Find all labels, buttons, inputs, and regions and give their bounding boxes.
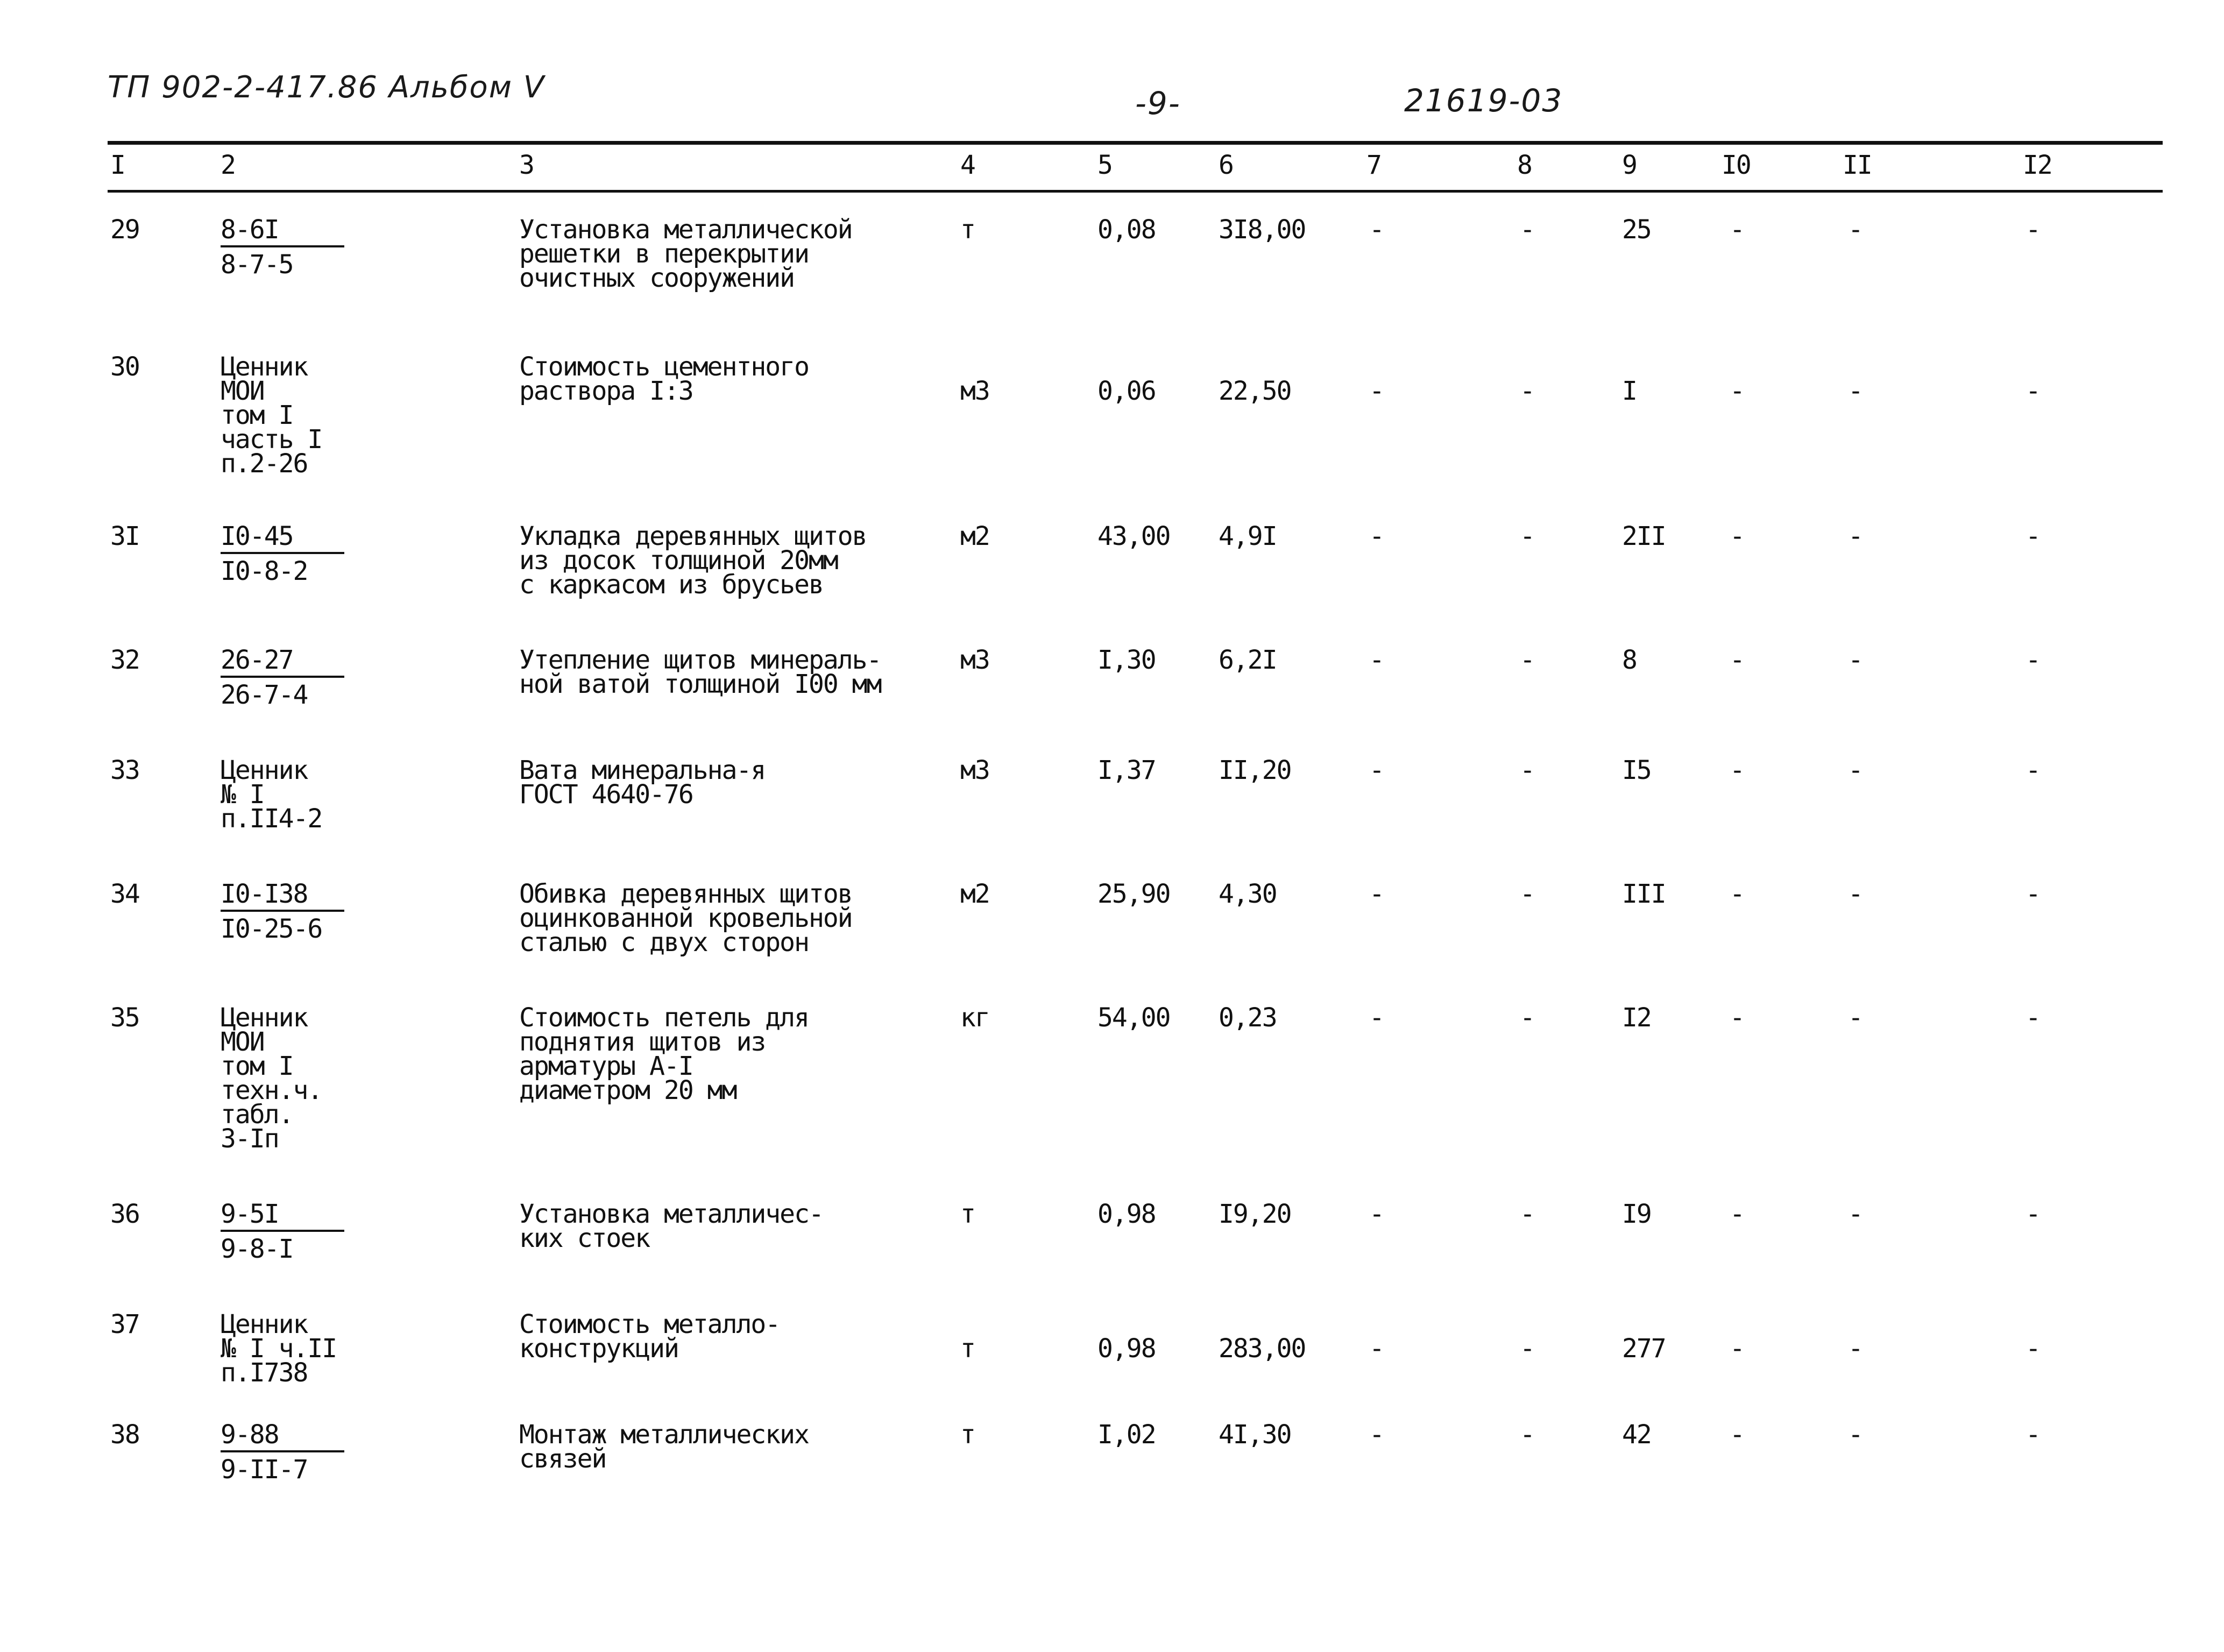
price-list-reference: Ценник МОИ том I техн.ч. табл. 3-Iп	[221, 1003, 322, 1154]
col7-value: -	[1369, 215, 1384, 245]
unit: м3	[960, 755, 989, 785]
unit-price: II,20	[1219, 755, 1291, 785]
work-description: Монтаж металлических связей	[519, 1420, 809, 1474]
col8-value: -	[1520, 1334, 1534, 1364]
norm-code-numerator: 26-27	[221, 648, 344, 678]
row-number: 30	[110, 352, 139, 382]
unit: т	[960, 215, 975, 245]
col10-value: -	[1730, 1420, 1744, 1450]
quantity: 43,00	[1097, 521, 1170, 551]
row-number: 35	[110, 1003, 139, 1033]
col7-value: -	[1369, 1003, 1384, 1033]
total-cost: 277	[1622, 1334, 1666, 1364]
row-number: 32	[110, 645, 139, 675]
unit: м2	[960, 879, 989, 909]
unit-price: 4,30	[1219, 879, 1277, 909]
unit: кг	[960, 1003, 989, 1033]
unit-price: 3I8,00	[1219, 215, 1306, 245]
column-header-8: 8	[1517, 150, 1532, 180]
work-description: Укладка деревянных щитов из досок толщиной 20мм с каркасом из брусьев	[519, 521, 867, 600]
row-number: 38	[110, 1420, 139, 1450]
col7-value: -	[1369, 1420, 1384, 1450]
work-description: Обивка деревянных щитов оцинкованной кровельной сталью с двух сторон	[519, 879, 852, 958]
total-cost: I5	[1622, 755, 1651, 785]
column-header-7: 7	[1366, 150, 1381, 180]
row-number: 34	[110, 879, 139, 909]
work-description: Стоимость металло- конструкций	[519, 1309, 780, 1364]
work-description: Стоимость петель для поднятия щитов из арматуры А-I диаметром 20 мм	[519, 1003, 809, 1105]
row-number: 3I	[110, 521, 139, 551]
norm-code	[221, 879, 344, 944]
work-description: Установка металличес- ких стоек	[519, 1199, 823, 1253]
unit-price: 0,23	[1219, 1003, 1277, 1033]
total-cost: I	[1622, 376, 1637, 406]
row-number: 29	[110, 215, 139, 245]
document-number: 21619-03	[1404, 82, 1563, 119]
col12-value: -	[2025, 1199, 2040, 1229]
col8-value: -	[1520, 215, 1534, 245]
unit-price: 22,50	[1219, 376, 1291, 406]
work-description: Стоимость цементного раствора I:3	[519, 352, 809, 406]
norm-code-numerator: I0-45	[221, 524, 344, 554]
col10-value: -	[1730, 755, 1744, 785]
col12-value: -	[2025, 1003, 2040, 1033]
col7-value: -	[1369, 645, 1384, 675]
total-cost: 2II	[1622, 521, 1666, 551]
unit-price: I9,20	[1219, 1199, 1291, 1229]
total-cost: I2	[1622, 1003, 1651, 1033]
total-cost: III	[1622, 879, 1666, 909]
col7-value: -	[1369, 521, 1384, 551]
total-cost: 25	[1622, 215, 1651, 245]
unit: м3	[960, 645, 989, 675]
col11-value: -	[1848, 645, 1862, 675]
col8-value: -	[1520, 1420, 1534, 1450]
col10-value: -	[1730, 645, 1744, 675]
col11-value: -	[1848, 215, 1862, 245]
col7-value: -	[1369, 376, 1384, 406]
quantity: 54,00	[1097, 1003, 1170, 1033]
price-list-reference: Ценник № I ч.II п.I738	[221, 1309, 337, 1388]
unit: т	[960, 1199, 975, 1229]
col7-value: -	[1369, 1199, 1384, 1229]
col11-value: -	[1848, 1334, 1862, 1364]
price-list-reference: Ценник МОИ том I часть I п.2-26	[221, 352, 322, 479]
norm-code-numerator: 8-6I	[221, 218, 344, 247]
col12-value: -	[2025, 376, 2040, 406]
unit-price: 283,00	[1219, 1334, 1306, 1364]
column-header-6: 6	[1219, 150, 1233, 180]
norm-code-denominator: I0-25-6	[221, 914, 322, 944]
col11-value: -	[1848, 755, 1862, 785]
quantity: 0,08	[1097, 215, 1156, 245]
total-cost: 42	[1622, 1420, 1651, 1450]
table-top-rule	[108, 141, 2163, 145]
column-header-4: 4	[960, 150, 975, 180]
col10-value: -	[1730, 879, 1744, 909]
col8-value: -	[1520, 521, 1534, 551]
quantity: 25,90	[1097, 879, 1170, 909]
col11-value: -	[1848, 521, 1862, 551]
total-cost: 8	[1622, 645, 1637, 675]
norm-code-denominator: 9-8-I	[221, 1234, 293, 1264]
quantity: I,30	[1097, 645, 1156, 675]
column-header-2: 2	[221, 150, 235, 180]
row-number: 33	[110, 755, 139, 785]
col11-value: -	[1848, 1003, 1862, 1033]
unit-price: 4I,30	[1219, 1420, 1291, 1450]
row-number: 37	[110, 1309, 139, 1339]
column-header-10: I0	[1722, 150, 1751, 180]
col11-value: -	[1848, 879, 1862, 909]
work-description: Утепление щитов минераль- ной ватой толщиной I00 мм	[519, 645, 881, 699]
col11-value: -	[1848, 1199, 1862, 1229]
norm-code	[221, 1199, 344, 1264]
col7-value: -	[1369, 879, 1384, 909]
norm-code-denominator: I0-8-2	[221, 556, 308, 586]
quantity: 0,06	[1097, 376, 1156, 406]
col8-value: -	[1520, 755, 1534, 785]
col8-value: -	[1520, 1199, 1534, 1229]
row-number: 36	[110, 1199, 139, 1229]
quantity: 0,98	[1097, 1199, 1156, 1229]
col7-value: -	[1369, 755, 1384, 785]
col12-value: -	[2025, 1420, 2040, 1450]
total-cost: I9	[1622, 1199, 1651, 1229]
norm-code-denominator: 26-7-4	[221, 680, 308, 710]
col10-value: -	[1730, 1199, 1744, 1229]
column-header-9: 9	[1622, 150, 1637, 180]
col8-value: -	[1520, 1003, 1534, 1033]
col11-value: -	[1848, 1420, 1862, 1450]
column-header-5: 5	[1097, 150, 1112, 180]
norm-code	[221, 1420, 344, 1485]
col12-value: -	[2025, 1334, 2040, 1364]
col10-value: -	[1730, 376, 1744, 406]
unit: м3	[960, 376, 989, 406]
col10-value: -	[1730, 521, 1744, 551]
norm-code-numerator: 9-5I	[221, 1202, 344, 1232]
norm-code	[221, 215, 344, 280]
document-code: ТП 902-2-417.86 Альбом V	[108, 70, 546, 105]
table-header-rule	[108, 190, 2163, 193]
col12-value: -	[2025, 215, 2040, 245]
column-header-1: I	[110, 150, 125, 180]
unit: т	[960, 1334, 975, 1364]
col10-value: -	[1730, 1003, 1744, 1033]
norm-code-denominator: 8-7-5	[221, 250, 293, 280]
quantity: I,37	[1097, 755, 1156, 785]
quantity: 0,98	[1097, 1334, 1156, 1364]
unit: т	[960, 1420, 975, 1450]
col12-value: -	[2025, 645, 2040, 675]
col8-value: -	[1520, 645, 1534, 675]
norm-code-denominator: 9-II-7	[221, 1455, 308, 1485]
norm-code-numerator: I0-I38	[221, 882, 344, 912]
norm-code-numerator: 9-88	[221, 1423, 344, 1452]
quantity: I,02	[1097, 1420, 1156, 1450]
col7-value: -	[1369, 1334, 1384, 1364]
unit-price: 4,9I	[1219, 521, 1277, 551]
col10-value: -	[1730, 1334, 1744, 1364]
price-list-reference: Ценник № I п.II4-2	[221, 755, 322, 834]
col10-value: -	[1730, 215, 1744, 245]
unit-price: 6,2I	[1219, 645, 1277, 675]
column-header-12: I2	[2023, 150, 2052, 180]
page-number: -9-	[1135, 85, 1181, 122]
column-header-3: 3	[519, 150, 534, 180]
col12-value: -	[2025, 755, 2040, 785]
column-header-11: II	[1843, 150, 1872, 180]
norm-code	[221, 521, 344, 586]
col8-value: -	[1520, 376, 1534, 406]
work-description: Установка металлической решетки в перекрытии очистных сооружений	[519, 215, 852, 293]
col11-value: -	[1848, 376, 1862, 406]
unit: м2	[960, 521, 989, 551]
norm-code	[221, 645, 344, 710]
col12-value: -	[2025, 521, 2040, 551]
work-description: Вата минеральна-я ГОСТ 4640-76	[519, 755, 766, 810]
col12-value: -	[2025, 879, 2040, 909]
col8-value: -	[1520, 879, 1534, 909]
